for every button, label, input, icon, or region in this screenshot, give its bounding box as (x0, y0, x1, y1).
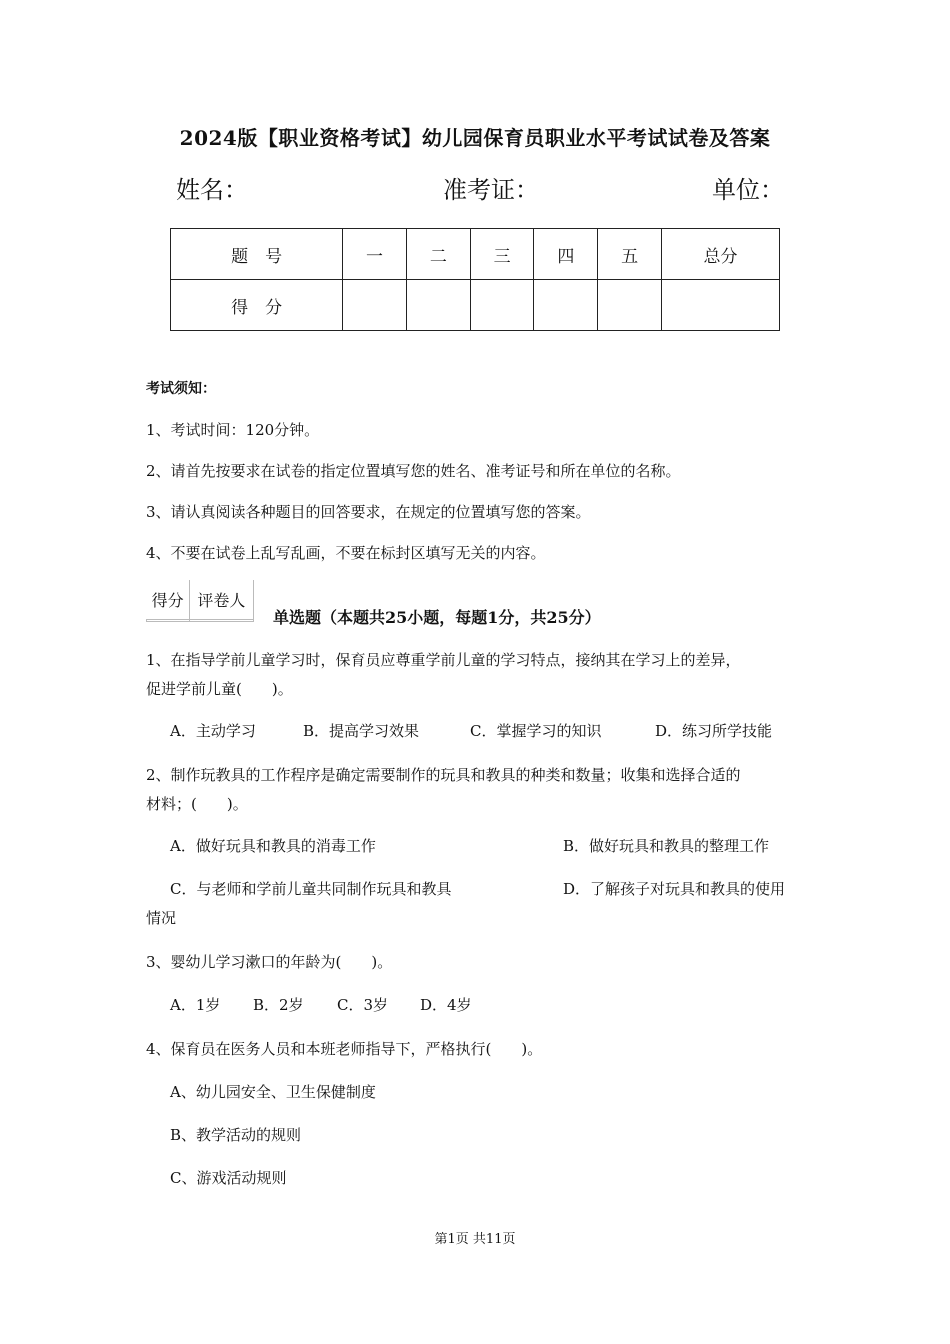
score-cell (406, 280, 470, 331)
grader-box (146, 580, 254, 622)
score-table-header-row (171, 229, 780, 280)
question-3-option-a: A．1岁 (170, 996, 221, 1014)
grader-box-score-cell (147, 620, 190, 622)
exam-number-field-label: 准考证： (443, 176, 539, 204)
score-table-header-cell: 一 (343, 229, 407, 280)
notice-heading: 考试须知： (146, 381, 216, 397)
question-1-stem-cont: 促进学前儿童( )。 (146, 680, 293, 698)
question-4-stem: 4、保育员在医务人员和本班老师指导下，严格执行( )。 (146, 1040, 543, 1058)
score-table-score-row (171, 280, 780, 331)
question-3-option-b: B．2岁 (253, 996, 304, 1014)
score-table-header-cell: 二 (406, 229, 470, 280)
score-cell (343, 280, 407, 331)
score-row-label: 得 分 (171, 280, 343, 331)
score-table-header-cell: 四 (534, 229, 598, 280)
question-1-option-a: A．主动学习 (170, 722, 256, 740)
question-1-option-c: C．掌握学习的知识 (470, 722, 602, 740)
question-2-option-d-cont: 情况 (146, 909, 177, 927)
section-title: 单选题（本题共25小题，每题1分，共25分） (273, 608, 601, 627)
unit-field-label: 单位： (712, 176, 784, 204)
question-2-option-d: D．了解孩子对玩具和教具的使用 (563, 880, 786, 898)
score-table-header-cell: 三 (470, 229, 534, 280)
question-2-option-a: A．做好玩具和教具的消毒工作 (170, 837, 376, 855)
notice-item: 1、考试时间：120分钟。 (146, 421, 320, 439)
score-table (170, 228, 780, 331)
question-3-stem: 3、婴幼儿学习漱口的年龄为( )。 (146, 953, 393, 971)
score-cell (470, 280, 534, 331)
question-4-option-c: C、游戏活动规则 (170, 1169, 287, 1187)
score-table-header-cell: 题 号 (171, 229, 343, 280)
question-2-option-c: C．与老师和学前儿童共同制作玩具和教具 (170, 880, 452, 898)
score-cell (662, 280, 780, 331)
page-footer: 第1页 共11页 (434, 1232, 516, 1247)
notice-item: 2、请首先按要求在试卷的指定位置填写您的姓名、准考证号和所在单位的名称。 (146, 462, 681, 480)
score-table-header-cell: 总分 (662, 229, 780, 280)
name-field-label: 姓名： (176, 176, 248, 204)
question-3-option-d: D．4岁 (420, 996, 472, 1014)
question-4-option-b: B、教学活动的规则 (170, 1126, 302, 1144)
question-2-stem: 2、制作玩教具的工作程序是确定需要制作的玩具和教具的种类和数量；收集和选择合适的 (146, 766, 741, 784)
grader-box-score-label: 得分 (147, 580, 190, 620)
score-cell (534, 280, 598, 331)
question-1-option-d: D．练习所学技能 (655, 722, 773, 740)
score-table-header-cell: 五 (598, 229, 662, 280)
question-1-stem: 1、在指导学前儿童学习时，保育员应尊重学前儿童的学习特点，接纳其在学习上的差异， (146, 651, 741, 669)
question-4-option-a: A、幼儿园安全、卫生保健制度 (170, 1083, 376, 1101)
question-3-option-c: C．3岁 (337, 996, 389, 1014)
question-1-option-b: B．提高学习效果 (303, 722, 420, 740)
grader-box-grader-label: 评卷人 (189, 580, 253, 620)
document-title: 2024版【职业资格考试】幼儿园保育员职业水平考试试卷及答案 (179, 126, 771, 150)
notice-item: 3、请认真阅读各种题目的回答要求，在规定的位置填写您的答案。 (146, 503, 591, 521)
score-cell (598, 280, 662, 331)
grader-box-grader-cell (189, 620, 253, 622)
notice-item: 4、不要在试卷上乱写乱画，不要在标封区填写无关的内容。 (146, 544, 546, 562)
question-2-option-b: B．做好玩具和教具的整理工作 (563, 837, 770, 855)
question-2-stem-cont: 材料；( )。 (146, 795, 248, 813)
